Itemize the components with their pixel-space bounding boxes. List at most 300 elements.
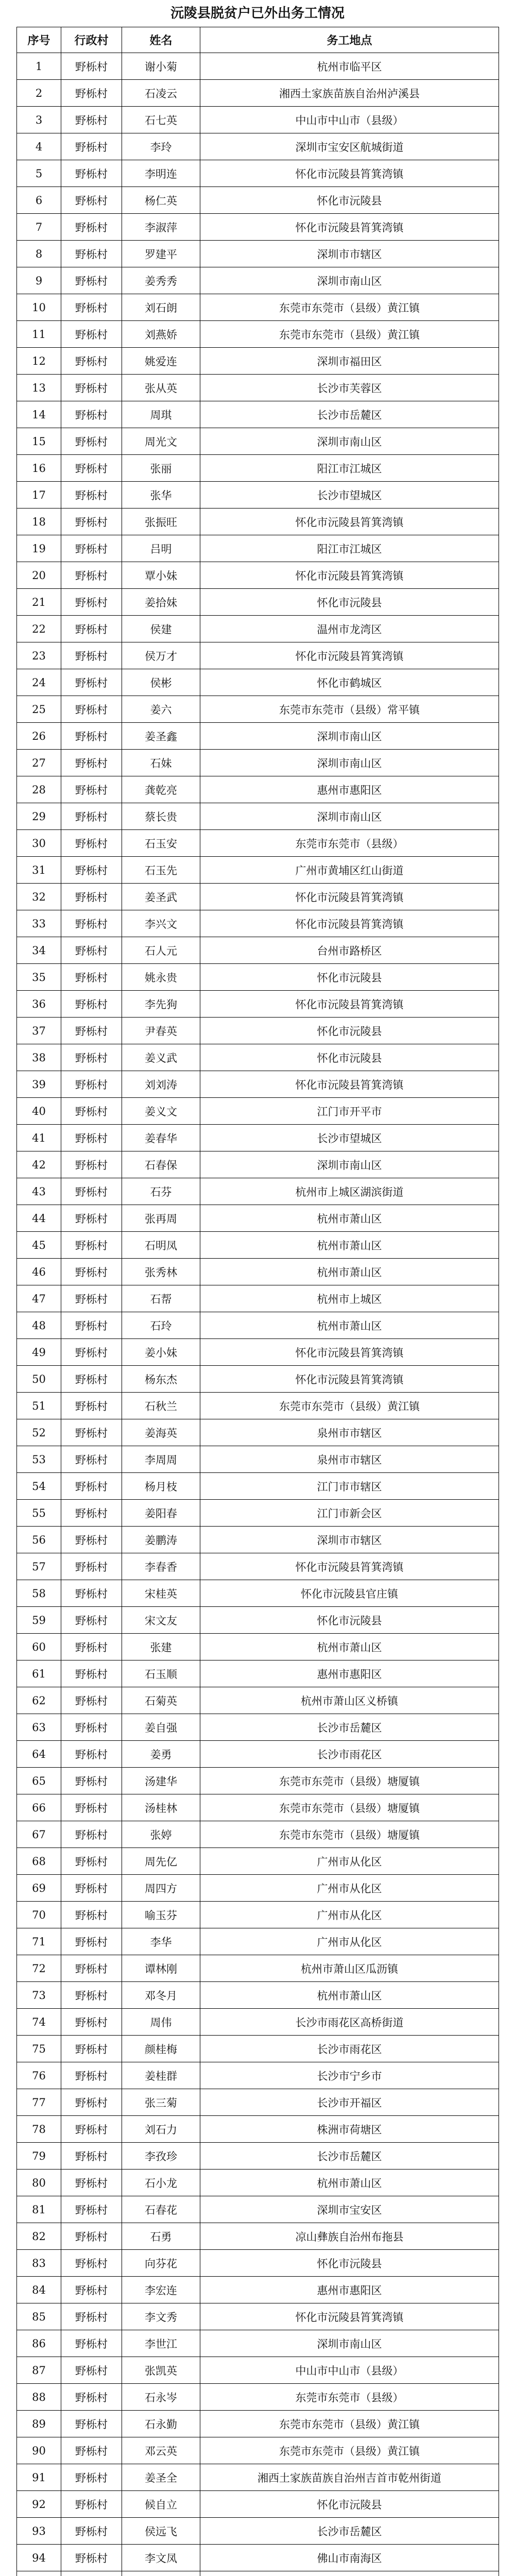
cell-name: 谢小菊 bbox=[122, 53, 200, 80]
table-row bbox=[17, 1714, 499, 1741]
cell-name: 姜圣鑫 bbox=[122, 723, 200, 750]
table-row bbox=[17, 1821, 499, 1848]
table-row bbox=[17, 428, 499, 455]
table-row bbox=[17, 2411, 499, 2437]
cell-name: 姜小妹 bbox=[122, 1339, 200, 1366]
cell-name: 李先狗 bbox=[122, 991, 200, 1018]
table-row bbox=[17, 1312, 499, 1339]
table-row bbox=[17, 133, 499, 160]
cell-name: 姜阳春 bbox=[122, 1500, 200, 1527]
cell-workplace: 长沙市开福区 bbox=[200, 2089, 499, 2116]
cell-index: 71 bbox=[17, 1928, 61, 1955]
cell-workplace: 长沙市望城区 bbox=[200, 1125, 499, 1151]
cell-village: 野栎村 bbox=[61, 1339, 122, 1366]
table-row bbox=[17, 2223, 499, 2250]
cell-workplace: 杭州市萧山区 bbox=[200, 1312, 499, 1339]
cell-village: 野栎村 bbox=[61, 53, 122, 80]
cell-village: 野栎村 bbox=[61, 2303, 122, 2330]
cell-village: 野栎村 bbox=[61, 214, 122, 241]
cell-workplace: 长沙市雨花区高桥街道 bbox=[200, 2009, 499, 2036]
table-row bbox=[17, 187, 499, 214]
cell-workplace: 中山市中山市（县级） bbox=[200, 2357, 499, 2384]
cell-village: 野栎村 bbox=[61, 1902, 122, 1928]
cell-index: 14 bbox=[17, 401, 61, 428]
cell-village: 野栎村 bbox=[61, 348, 122, 375]
cell-index: 44 bbox=[17, 1205, 61, 1232]
cell-village: 野栎村 bbox=[61, 1848, 122, 1875]
table-row bbox=[17, 1446, 499, 1473]
cell-workplace: 台州市路桥区 bbox=[200, 937, 499, 964]
cell-name: 张凯英 bbox=[122, 2357, 200, 2384]
cell-name: 周光文 bbox=[122, 428, 200, 455]
table-row bbox=[17, 375, 499, 401]
cell-name: 石芬 bbox=[122, 1178, 200, 1205]
cell-name: 姜秀秀 bbox=[122, 267, 200, 294]
cell-workplace: 怀化市沅陵县筲箕湾镇 bbox=[200, 214, 499, 241]
cell-village: 野栎村 bbox=[61, 2089, 122, 2116]
cell-village: 野栎村 bbox=[61, 1768, 122, 1794]
cell-workplace: 怀化市沅陵县官庄镇 bbox=[200, 1580, 499, 1607]
table-row bbox=[17, 53, 499, 80]
cell-village: 野栎村 bbox=[61, 375, 122, 401]
table-row bbox=[17, 1125, 499, 1151]
table-row bbox=[17, 723, 499, 750]
cell-workplace: 怀化市沅陵县筲箕湾镇 bbox=[200, 509, 499, 535]
cell-name: 石玉安 bbox=[122, 830, 200, 857]
cell-name: 石七英 bbox=[122, 107, 200, 133]
cell-index: 51 bbox=[17, 1393, 61, 1419]
cell-name: 李宏连 bbox=[122, 2277, 200, 2303]
cell-name: 石勇 bbox=[122, 2223, 200, 2250]
cell-name: 李兴文 bbox=[122, 910, 200, 937]
cell-village: 野栎村 bbox=[61, 1178, 122, 1205]
cell-village: 野栎村 bbox=[61, 616, 122, 642]
cell-index: 31 bbox=[17, 857, 61, 884]
cell-index: 32 bbox=[17, 884, 61, 910]
cell-workplace: 怀化市沅陵县 bbox=[200, 2491, 499, 2518]
cell-workplace: 广州市从化区 bbox=[200, 1875, 499, 1902]
cell-village: 野栎村 bbox=[61, 1285, 122, 1312]
cell-index: 78 bbox=[17, 2116, 61, 2143]
table-row bbox=[17, 2036, 499, 2062]
cell-name: 李文秀 bbox=[122, 2303, 200, 2330]
table-body bbox=[17, 53, 499, 2576]
cell-village: 野栎村 bbox=[61, 294, 122, 321]
cell-index: 28 bbox=[17, 776, 61, 803]
cell-name bbox=[122, 2571, 200, 2576]
cell-index: 17 bbox=[17, 482, 61, 509]
cell-name: 石凌云 bbox=[122, 80, 200, 107]
table-row bbox=[17, 455, 499, 482]
cell-workplace: 江门市市辖区 bbox=[200, 1473, 499, 1500]
table-row bbox=[17, 2545, 499, 2571]
table-row bbox=[17, 1285, 499, 1312]
cell-workplace: 广州市从化区 bbox=[200, 1928, 499, 1955]
cell-index: 5 bbox=[17, 160, 61, 187]
cell-index: 93 bbox=[17, 2518, 61, 2545]
cell-index: 38 bbox=[17, 1044, 61, 1071]
table-row bbox=[17, 160, 499, 187]
cell-name: 颜桂梅 bbox=[122, 2036, 200, 2062]
table-row bbox=[17, 642, 499, 669]
cell-village: 野栎村 bbox=[61, 535, 122, 562]
cell-village: 野栎村 bbox=[61, 1821, 122, 1848]
cell-index: 62 bbox=[17, 1687, 61, 1714]
cell-name: 邓冬月 bbox=[122, 1982, 200, 2009]
cell-index: 2 bbox=[17, 80, 61, 107]
cell-workplace: 长沙市岳麓区 bbox=[200, 1714, 499, 1741]
column-header-name: 姓名 bbox=[122, 27, 200, 53]
cell-workplace: 杭州市萧山区 bbox=[200, 1982, 499, 2009]
cell-workplace: 长沙市望城区 bbox=[200, 482, 499, 509]
table-row bbox=[17, 1768, 499, 1794]
table-row bbox=[17, 241, 499, 267]
cell-village: 野栎村 bbox=[61, 1553, 122, 1580]
cell-index: 30 bbox=[17, 830, 61, 857]
cell-index: 42 bbox=[17, 1151, 61, 1178]
cell-workplace: 怀化市沅陵县筲箕湾镇 bbox=[200, 910, 499, 937]
cell-village: 野栎村 bbox=[61, 696, 122, 723]
cell-name: 石春花 bbox=[122, 2196, 200, 2223]
cell-village: 野栎村 bbox=[61, 1634, 122, 1660]
table-row bbox=[17, 2330, 499, 2357]
cell-name: 姜六 bbox=[122, 696, 200, 723]
cell-workplace: 东莞市东莞市（县级）黄江镇 bbox=[200, 2437, 499, 2464]
cell-workplace: 深圳市南山区 bbox=[200, 2330, 499, 2357]
cell-village: 野栎村 bbox=[61, 1714, 122, 1741]
cell-workplace: 杭州市上城区湖滨街道 bbox=[200, 1178, 499, 1205]
cell-village: 野栎村 bbox=[61, 2491, 122, 2518]
cell-village: 野栎村 bbox=[61, 589, 122, 616]
cell-workplace: 杭州市萧山区 bbox=[200, 1205, 499, 1232]
cell-index: 20 bbox=[17, 562, 61, 589]
cell-index: 81 bbox=[17, 2196, 61, 2223]
cell-name: 周先亿 bbox=[122, 1848, 200, 1875]
table-row bbox=[17, 2491, 499, 2518]
cell-village: 野栎村 bbox=[61, 133, 122, 160]
cell-workplace: 怀化市鹤城区 bbox=[200, 669, 499, 696]
cell-workplace: 广州市从化区 bbox=[200, 1848, 499, 1875]
cell-workplace: 惠州市惠阳区 bbox=[200, 1660, 499, 1687]
cell-village: 野栎村 bbox=[61, 1928, 122, 1955]
cell-name: 石妹 bbox=[122, 750, 200, 776]
cell-workplace: 阳江市江城区 bbox=[200, 455, 499, 482]
cell-name: 石秋兰 bbox=[122, 1393, 200, 1419]
cell-village: 野栎村 bbox=[61, 2116, 122, 2143]
table-row bbox=[17, 1339, 499, 1366]
cell-index: 43 bbox=[17, 1178, 61, 1205]
cell-village: 野栎村 bbox=[61, 2009, 122, 2036]
cell-village: 野栎村 bbox=[61, 1393, 122, 1419]
cell-workplace: 东莞市东莞市（县级）塘厦镇 bbox=[200, 1768, 499, 1794]
table-row bbox=[17, 1580, 499, 1607]
cell-workplace: 东莞市东莞市（县级）塘厦镇 bbox=[200, 1821, 499, 1848]
cell-name: 周四方 bbox=[122, 1875, 200, 1902]
table-row bbox=[17, 2089, 499, 2116]
cell-village: 野栎村 bbox=[61, 1312, 122, 1339]
cell-name: 张从英 bbox=[122, 375, 200, 401]
cell-workplace: 怀化市沅陵县 bbox=[200, 589, 499, 616]
table-row bbox=[17, 776, 499, 803]
cell-name: 李玲 bbox=[122, 133, 200, 160]
cell-index: 10 bbox=[17, 294, 61, 321]
cell-workplace: 广州市从化区 bbox=[200, 1902, 499, 1928]
cell-village: 野栎村 bbox=[61, 80, 122, 107]
cell-name: 候自立 bbox=[122, 2491, 200, 2518]
cell-workplace: 江门市开平市 bbox=[200, 1098, 499, 1125]
cell-workplace: 泉州市市辖区 bbox=[200, 1446, 499, 1473]
cell-name: 姜拾妹 bbox=[122, 589, 200, 616]
table-row bbox=[17, 1607, 499, 1634]
table-row bbox=[17, 267, 499, 294]
table-row bbox=[17, 509, 499, 535]
cell-name: 杨月枝 bbox=[122, 1473, 200, 1500]
cell-index: 4 bbox=[17, 133, 61, 160]
table-row bbox=[17, 1393, 499, 1419]
cell-name: 喻玉芬 bbox=[122, 1902, 200, 1928]
cell-index: 70 bbox=[17, 1902, 61, 1928]
cell-village: 野栎村 bbox=[61, 1580, 122, 1607]
cell-index: 7 bbox=[17, 214, 61, 241]
cell-name: 周伟 bbox=[122, 2009, 200, 2036]
table-header-row bbox=[17, 27, 499, 53]
table-row bbox=[17, 562, 499, 589]
cell-name: 姜桂群 bbox=[122, 2062, 200, 2089]
cell-index: 63 bbox=[17, 1714, 61, 1741]
cell-index: 3 bbox=[17, 107, 61, 133]
cell-index: 69 bbox=[17, 1875, 61, 1902]
cell-index: 19 bbox=[17, 535, 61, 562]
cell-workplace: 东莞市东莞市（县级） bbox=[200, 830, 499, 857]
cell-workplace: 深圳市宝安区 bbox=[200, 2196, 499, 2223]
table-row bbox=[17, 1687, 499, 1714]
cell-index: 48 bbox=[17, 1312, 61, 1339]
cell-index: 46 bbox=[17, 1259, 61, 1285]
cell-name: 宋文友 bbox=[122, 1607, 200, 1634]
cell-village: 野栎村 bbox=[61, 2411, 122, 2437]
cell-village: 野栎村 bbox=[61, 2437, 122, 2464]
cell-village: 野栎村 bbox=[61, 509, 122, 535]
cell-village: 野栎村 bbox=[61, 1527, 122, 1553]
table-row bbox=[17, 616, 499, 642]
cell-index: 84 bbox=[17, 2277, 61, 2303]
cell-index: 94 bbox=[17, 2545, 61, 2571]
cell-village bbox=[61, 2571, 122, 2576]
cell-village: 野栎村 bbox=[61, 1071, 122, 1098]
table-row bbox=[17, 1848, 499, 1875]
cell-village: 野栎村 bbox=[61, 669, 122, 696]
cell-village: 野栎村 bbox=[61, 884, 122, 910]
cell-name: 石玉先 bbox=[122, 857, 200, 884]
cell-village: 野栎村 bbox=[61, 2143, 122, 2170]
cell-village: 野栎村 bbox=[61, 857, 122, 884]
cell-workplace: 广州市黄埔区红山街道 bbox=[200, 857, 499, 884]
cell-index: 87 bbox=[17, 2357, 61, 2384]
table-row bbox=[17, 1419, 499, 1446]
cell-village: 野栎村 bbox=[61, 1098, 122, 1125]
cell-name: 石春保 bbox=[122, 1151, 200, 1178]
cell-name: 姜圣全 bbox=[122, 2464, 200, 2491]
cell-name: 张丽 bbox=[122, 455, 200, 482]
table-row bbox=[17, 2143, 499, 2170]
cell-workplace: 株洲市荷塘区 bbox=[200, 2116, 499, 2143]
cell-workplace: 怀化市沅陵县 bbox=[200, 1018, 499, 1044]
table-row bbox=[17, 2062, 499, 2089]
table-row bbox=[17, 669, 499, 696]
table-row bbox=[17, 1553, 499, 1580]
cell-workplace: 杭州市萧山区 bbox=[200, 1259, 499, 1285]
cell-workplace: 长沙市岳麓区 bbox=[200, 2143, 499, 2170]
cell-index: 12 bbox=[17, 348, 61, 375]
cell-name: 李明连 bbox=[122, 160, 200, 187]
table-row bbox=[17, 107, 499, 133]
cell-workplace: 深圳市市辖区 bbox=[200, 241, 499, 267]
cell-village: 野栎村 bbox=[61, 160, 122, 187]
cell-index: 82 bbox=[17, 2223, 61, 2250]
table-row bbox=[17, 1794, 499, 1821]
cell-name: 李世江 bbox=[122, 2330, 200, 2357]
table-row bbox=[17, 2518, 499, 2545]
cell-index: 18 bbox=[17, 509, 61, 535]
document-title: 沅陵县脱贫户已外出务工情况 bbox=[170, 6, 345, 21]
cell-workplace: 怀化市沅陵县筲箕湾镇 bbox=[200, 884, 499, 910]
cell-index: 83 bbox=[17, 2250, 61, 2277]
cell-workplace: 怀化市沅陵县 bbox=[200, 964, 499, 991]
cell-village: 野栎村 bbox=[61, 750, 122, 776]
cell-workplace: 佛山市南海区 bbox=[200, 2545, 499, 2571]
cell-index: 67 bbox=[17, 1821, 61, 1848]
cell-workplace: 怀化市沅陵县筲箕湾镇 bbox=[200, 1071, 499, 1098]
table-row bbox=[17, 696, 499, 723]
table-row bbox=[17, 2437, 499, 2464]
table-row bbox=[17, 2250, 499, 2277]
table-row bbox=[17, 830, 499, 857]
cell-workplace: 杭州市萧山区 bbox=[200, 1634, 499, 1660]
cell-index: 56 bbox=[17, 1527, 61, 1553]
cell-workplace: 惠州市惠阳区 bbox=[200, 2277, 499, 2303]
cell-index: 72 bbox=[17, 1955, 61, 1982]
cell-name: 宋桂英 bbox=[122, 1580, 200, 1607]
cell-index: 41 bbox=[17, 1125, 61, 1151]
table-row bbox=[17, 2357, 499, 2384]
table-row bbox=[17, 750, 499, 776]
cell-name: 汤建华 bbox=[122, 1768, 200, 1794]
cell-name: 石菊英 bbox=[122, 1687, 200, 1714]
cell-workplace: 温州市龙湾区 bbox=[200, 616, 499, 642]
table-row bbox=[17, 214, 499, 241]
cell-index: 85 bbox=[17, 2303, 61, 2330]
cell-village: 野栎村 bbox=[61, 2062, 122, 2089]
cell-workplace: 深圳市南山区 bbox=[200, 750, 499, 776]
cell-workplace: 杭州市萧山区瓜沥镇 bbox=[200, 1955, 499, 1982]
cell-index: 37 bbox=[17, 1018, 61, 1044]
cell-village: 野栎村 bbox=[61, 1205, 122, 1232]
cell-name: 姜义武 bbox=[122, 1044, 200, 1071]
cell-index: 9 bbox=[17, 267, 61, 294]
cell-index: 73 bbox=[17, 1982, 61, 2009]
cell-name: 李淑萍 bbox=[122, 214, 200, 241]
cell-workplace: 惠州市惠阳区 bbox=[200, 776, 499, 803]
cell-name: 刘刘涛 bbox=[122, 1071, 200, 1098]
cell-village: 野栎村 bbox=[61, 1687, 122, 1714]
cell-village: 野栎村 bbox=[61, 187, 122, 214]
cell-workplace: 长沙市宁乡市 bbox=[200, 2062, 499, 2089]
cell-workplace: 东莞市东莞市（县级）常平镇 bbox=[200, 696, 499, 723]
table-row bbox=[17, 2116, 499, 2143]
table-row bbox=[17, 401, 499, 428]
cell-workplace bbox=[200, 2571, 499, 2576]
cell-name: 杨东杰 bbox=[122, 1366, 200, 1393]
cell-workplace: 深圳市南山区 bbox=[200, 428, 499, 455]
cell-index: 39 bbox=[17, 1071, 61, 1098]
cell-name: 石帮 bbox=[122, 1285, 200, 1312]
cell-workplace: 长沙市芙蓉区 bbox=[200, 375, 499, 401]
table-row bbox=[17, 964, 499, 991]
cell-village: 野栎村 bbox=[61, 321, 122, 348]
cell-village: 野栎村 bbox=[61, 2330, 122, 2357]
cell-name: 石永勤 bbox=[122, 2411, 200, 2437]
table-row bbox=[17, 1741, 499, 1768]
cell-workplace: 凉山彝族自治州布拖县 bbox=[200, 2223, 499, 2250]
cell-name: 侯建 bbox=[122, 616, 200, 642]
cell-village: 野栎村 bbox=[61, 562, 122, 589]
table-row bbox=[17, 1259, 499, 1285]
cell-index: 52 bbox=[17, 1419, 61, 1446]
table-row bbox=[17, 348, 499, 375]
table-row bbox=[17, 1071, 499, 1098]
table-row bbox=[17, 535, 499, 562]
cell-village: 野栎村 bbox=[61, 2357, 122, 2384]
cell-village: 野栎村 bbox=[61, 2036, 122, 2062]
table-row bbox=[17, 1044, 499, 1071]
cell-index: 55 bbox=[17, 1500, 61, 1527]
cell-village: 野栎村 bbox=[61, 2170, 122, 2196]
cell-name: 李春香 bbox=[122, 1553, 200, 1580]
cell-workplace: 深圳市南山区 bbox=[200, 803, 499, 830]
cell-name: 姜春华 bbox=[122, 1125, 200, 1151]
cell-name: 张振旺 bbox=[122, 509, 200, 535]
cell-village: 野栎村 bbox=[61, 2196, 122, 2223]
cell-index: 66 bbox=[17, 1794, 61, 1821]
table-row bbox=[17, 2170, 499, 2196]
cell-name: 刘石朗 bbox=[122, 294, 200, 321]
cell-workplace: 杭州市临平区 bbox=[200, 53, 499, 80]
cell-workplace: 怀化市沅陵县 bbox=[200, 1607, 499, 1634]
cell-workplace: 深圳市市辖区 bbox=[200, 1527, 499, 1553]
table-row bbox=[17, 1178, 499, 1205]
cell-index: 90 bbox=[17, 2437, 61, 2464]
cell-workplace: 泉州市市辖区 bbox=[200, 1419, 499, 1446]
cell-index: 61 bbox=[17, 1660, 61, 1687]
cell-name: 石小龙 bbox=[122, 2170, 200, 2196]
cell-index: 47 bbox=[17, 1285, 61, 1312]
cell-village: 野栎村 bbox=[61, 1500, 122, 1527]
table-row bbox=[17, 937, 499, 964]
cell-village: 野栎村 bbox=[61, 1366, 122, 1393]
table-row bbox=[17, 857, 499, 884]
cell-index: 76 bbox=[17, 2062, 61, 2089]
cell-index: 92 bbox=[17, 2491, 61, 2518]
table-row bbox=[17, 884, 499, 910]
cell-workplace: 长沙市雨花区 bbox=[200, 2036, 499, 2062]
cell-index: 11 bbox=[17, 321, 61, 348]
cell-name: 蔡长贵 bbox=[122, 803, 200, 830]
cell-village: 野栎村 bbox=[61, 267, 122, 294]
cell-village: 野栎村 bbox=[61, 776, 122, 803]
table-row bbox=[17, 2277, 499, 2303]
cell-name: 姜圣武 bbox=[122, 884, 200, 910]
cell-index: 35 bbox=[17, 964, 61, 991]
